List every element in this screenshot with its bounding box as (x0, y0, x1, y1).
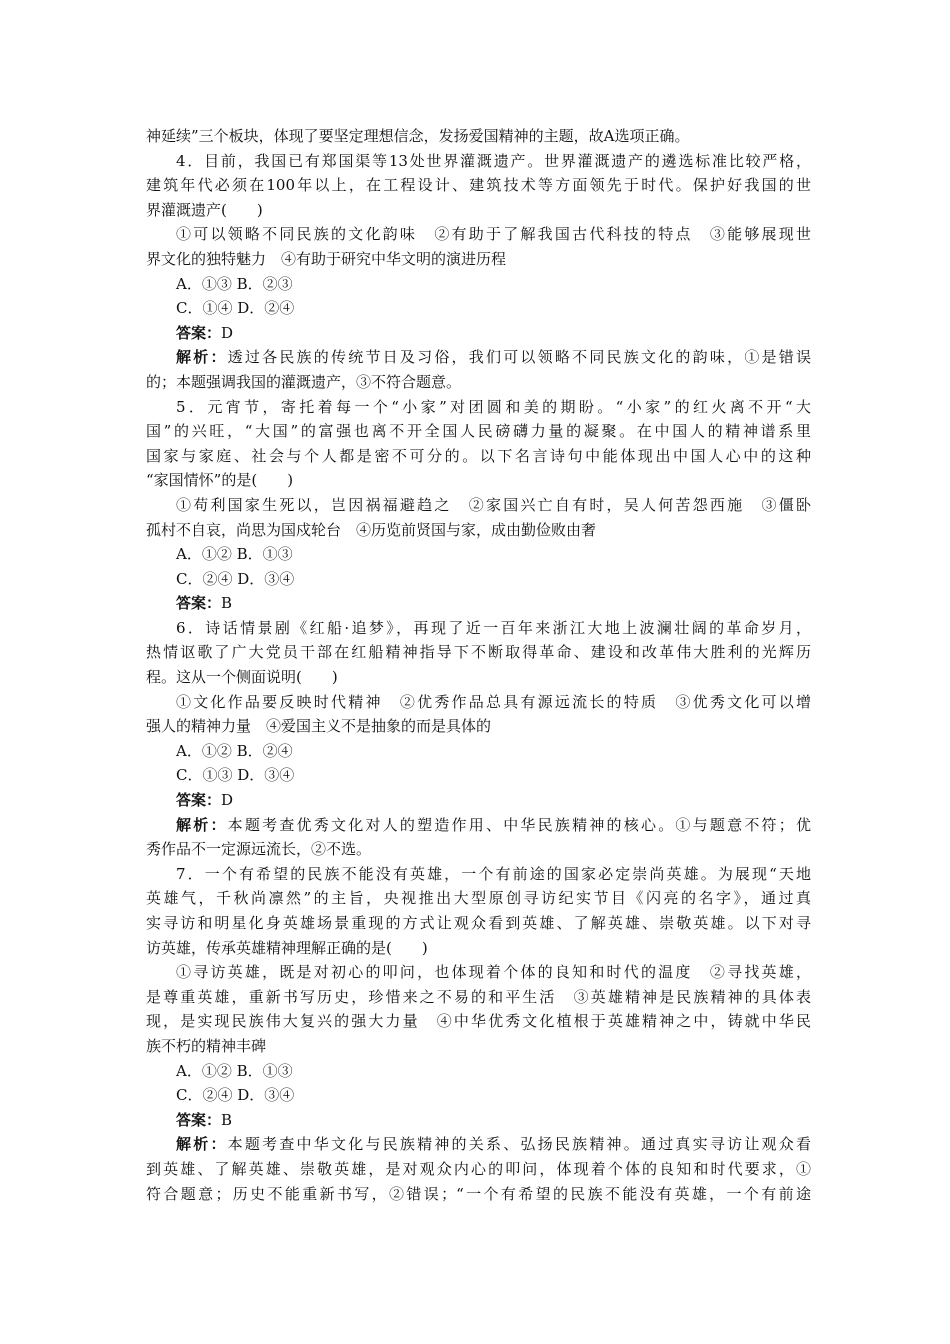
text-line (146, 690, 811, 715)
line-text: 建筑年代必须在100年以上，在工程设计、建筑技术等方面领先于时代。保护好我国的世 (146, 176, 811, 195)
line-text: D (221, 791, 234, 810)
line-text: 秀作品不一定源远流长，②不选。 (146, 840, 372, 859)
line-text: B (221, 594, 233, 613)
line-text: 7．一个有希望的民族不能没有英雄，一个有前途的国家必定崇尚英雄。为展现“天地 (176, 864, 811, 883)
text-line (146, 739, 811, 764)
text-line (146, 1132, 811, 1157)
line-text: 到英雄、了解英雄、崇敬英雄，是对观众内心的叩问，体现着个体的良知和时代要求，① (146, 1159, 811, 1178)
text-line (146, 542, 811, 567)
line-text: ①苟利国家生死以，岂因祸福避趋之 ②家国兴亡自有时，吴人何苦怨西施 ③僵卧 (176, 495, 811, 514)
answer-label: 答案： (176, 791, 222, 810)
document-page (146, 124, 811, 1206)
text-line (146, 1009, 811, 1034)
line-text: 国”的兴旺，“大国”的富强也离不开全国人民磅礴力量的凝聚。在中国人的精神谱系里 (146, 422, 811, 441)
text-line (146, 345, 811, 370)
text-line (146, 567, 811, 592)
line-text: 强人的精神力量 ④爱国主义不是抽象的而是具体的 (146, 717, 492, 736)
text-line (146, 518, 811, 543)
line-text: A．①③ B．②③ (176, 274, 293, 293)
text-line (146, 813, 811, 838)
text-line (146, 198, 811, 223)
line-text: 热情讴歌了广大党员干部在红船精神指导下不断取得革命、建设和改革伟大胜利的光辉历 (146, 643, 811, 662)
text-line (146, 763, 811, 788)
text-line (146, 985, 811, 1010)
line-text: 的；本题强调我国的灌溉遗产，③不符合题意。 (146, 372, 462, 391)
text-line (146, 616, 811, 641)
text-line (146, 640, 811, 665)
text-line (146, 591, 811, 616)
line-text: 英雄气，千秋尚凛然”的主旨，央视推出大型原创寻访纪实节目《闪亮的名字》，通过真 (146, 889, 811, 908)
text-line (146, 149, 811, 174)
line-text: 本题考查中华文化与民族精神的关系、弘扬民族精神。通过真实寻访让观众看 (227, 1135, 811, 1154)
line-text: D (221, 323, 234, 342)
line-text: 5．元宵节，寄托着每一个“小家”对团圆和美的期盼。“小家”的红火离不开“大 (176, 397, 811, 416)
line-text: 本题考查优秀文化对人的塑造作用、中华民族精神的核心。①与题意不符；优 (227, 815, 811, 834)
line-text: ①文化作品要反映时代精神 ②优秀作品总具有源远流长的特质 ③优秀文化可以增 (176, 692, 811, 711)
line-text: C．②④ D．③④ (176, 1086, 295, 1105)
text-line (146, 1083, 811, 1108)
text-line (146, 960, 811, 985)
line-text: 国家与家庭、社会与个人都是密不可分的。以下名言诗句中能体现出中国人心中的这种 (146, 446, 811, 465)
line-text: ①可以领略不同民族的文化韵味 ②有助于了解我国古代科技的特点 ③能够展现世 (176, 225, 811, 244)
text-line (146, 714, 811, 739)
text-line (146, 1059, 811, 1084)
line-text: C．②④ D．③④ (176, 569, 295, 588)
text-line (146, 665, 811, 690)
text-line (146, 124, 811, 149)
line-text: 族不朽的精神丰碑 (146, 1036, 267, 1055)
line-text: 符合题意；历史不能重新书写，②错误；“一个有希望的民族不能没有英雄，一个有前途 (146, 1184, 811, 1203)
line-text: 6．诗话情景剧《红船·追梦》，再现了近一百年来浙江大地上波澜壮阔的革命岁月， (176, 618, 811, 637)
line-text: C．①③ D．③④ (176, 766, 295, 785)
text-line (146, 1108, 811, 1133)
line-text: “家国情怀”的是( ) (146, 471, 294, 490)
text-line (146, 419, 811, 444)
text-line (146, 296, 811, 321)
text-line (146, 911, 811, 936)
text-line (146, 1034, 811, 1059)
text-line (146, 468, 811, 493)
answer-label: 解析： (176, 1135, 228, 1154)
line-text: 程。这从一个侧面说明( ) (146, 668, 338, 687)
text-line (146, 886, 811, 911)
text-line (146, 837, 811, 862)
line-text: 是尊重英雄，重新书写历史，珍惜来之不易的和平生活 ③英雄精神是民族精神的具体表 (146, 987, 811, 1006)
line-text: 孤村不自哀，尚思为国戍轮台 ④历览前贤国与家，成由勤俭败由奢 (146, 520, 597, 539)
line-text: A．①② B．①③ (176, 1061, 293, 1080)
text-line (146, 1182, 811, 1207)
answer-label: 答案： (176, 594, 222, 613)
line-text: 界文化的独特魅力 ④有助于研究中华文明的演进历程 (146, 249, 507, 268)
line-text: A．①② B．②④ (176, 741, 293, 760)
line-text: 实寻访和明星化身英雄场景重现的方式让观众看到英雄、了解英雄、崇敬英雄。以下对寻 (146, 914, 811, 932)
text-line (146, 493, 811, 518)
line-text: B (221, 1110, 233, 1129)
text-line (146, 272, 811, 297)
text-line (146, 936, 811, 961)
answer-label: 解析： (176, 815, 228, 834)
text-line (146, 247, 811, 272)
line-text: 访英雄，传承英雄精神理解正确的是( ) (146, 938, 428, 957)
text-line (146, 222, 811, 247)
line-text: ①寻访英雄，既是对初心的叩问，也体现着个体的良知和时代的温度 ②寻找英雄， (176, 963, 811, 982)
text-line (146, 788, 811, 813)
answer-label: 答案： (176, 323, 222, 342)
answer-label: 答案： (176, 1110, 222, 1129)
text-line (146, 395, 811, 420)
text-line (146, 444, 811, 469)
line-text: 透过各民族的传统节日及习俗，我们可以领略不同民族文化的韵味，①是错误 (227, 348, 811, 367)
text-line (146, 370, 811, 395)
text-line (146, 173, 811, 198)
line-text: 界灌溉遗产( ) (146, 200, 263, 219)
line-text: 4．目前，我国已有郑国渠等13处世界灌溉遗产。世界灌溉遗产的遴选标准比较严格， (176, 151, 811, 170)
text-line (146, 321, 811, 346)
line-text: 现，是实现民族伟大复兴的强大力量 ④中华优秀文化植根于英雄精神之中，铸就中华民 (146, 1012, 811, 1031)
line-text: C．①④ D．②④ (176, 299, 295, 318)
line-text: 神延续”三个板块，体现了要坚定理想信念，发扬爱国精神的主题，故A选项正确。 (146, 127, 690, 145)
text-line (146, 862, 811, 887)
line-text: A．①② B．①③ (176, 545, 293, 564)
answer-label: 解析： (176, 348, 228, 367)
text-line (146, 1157, 811, 1182)
